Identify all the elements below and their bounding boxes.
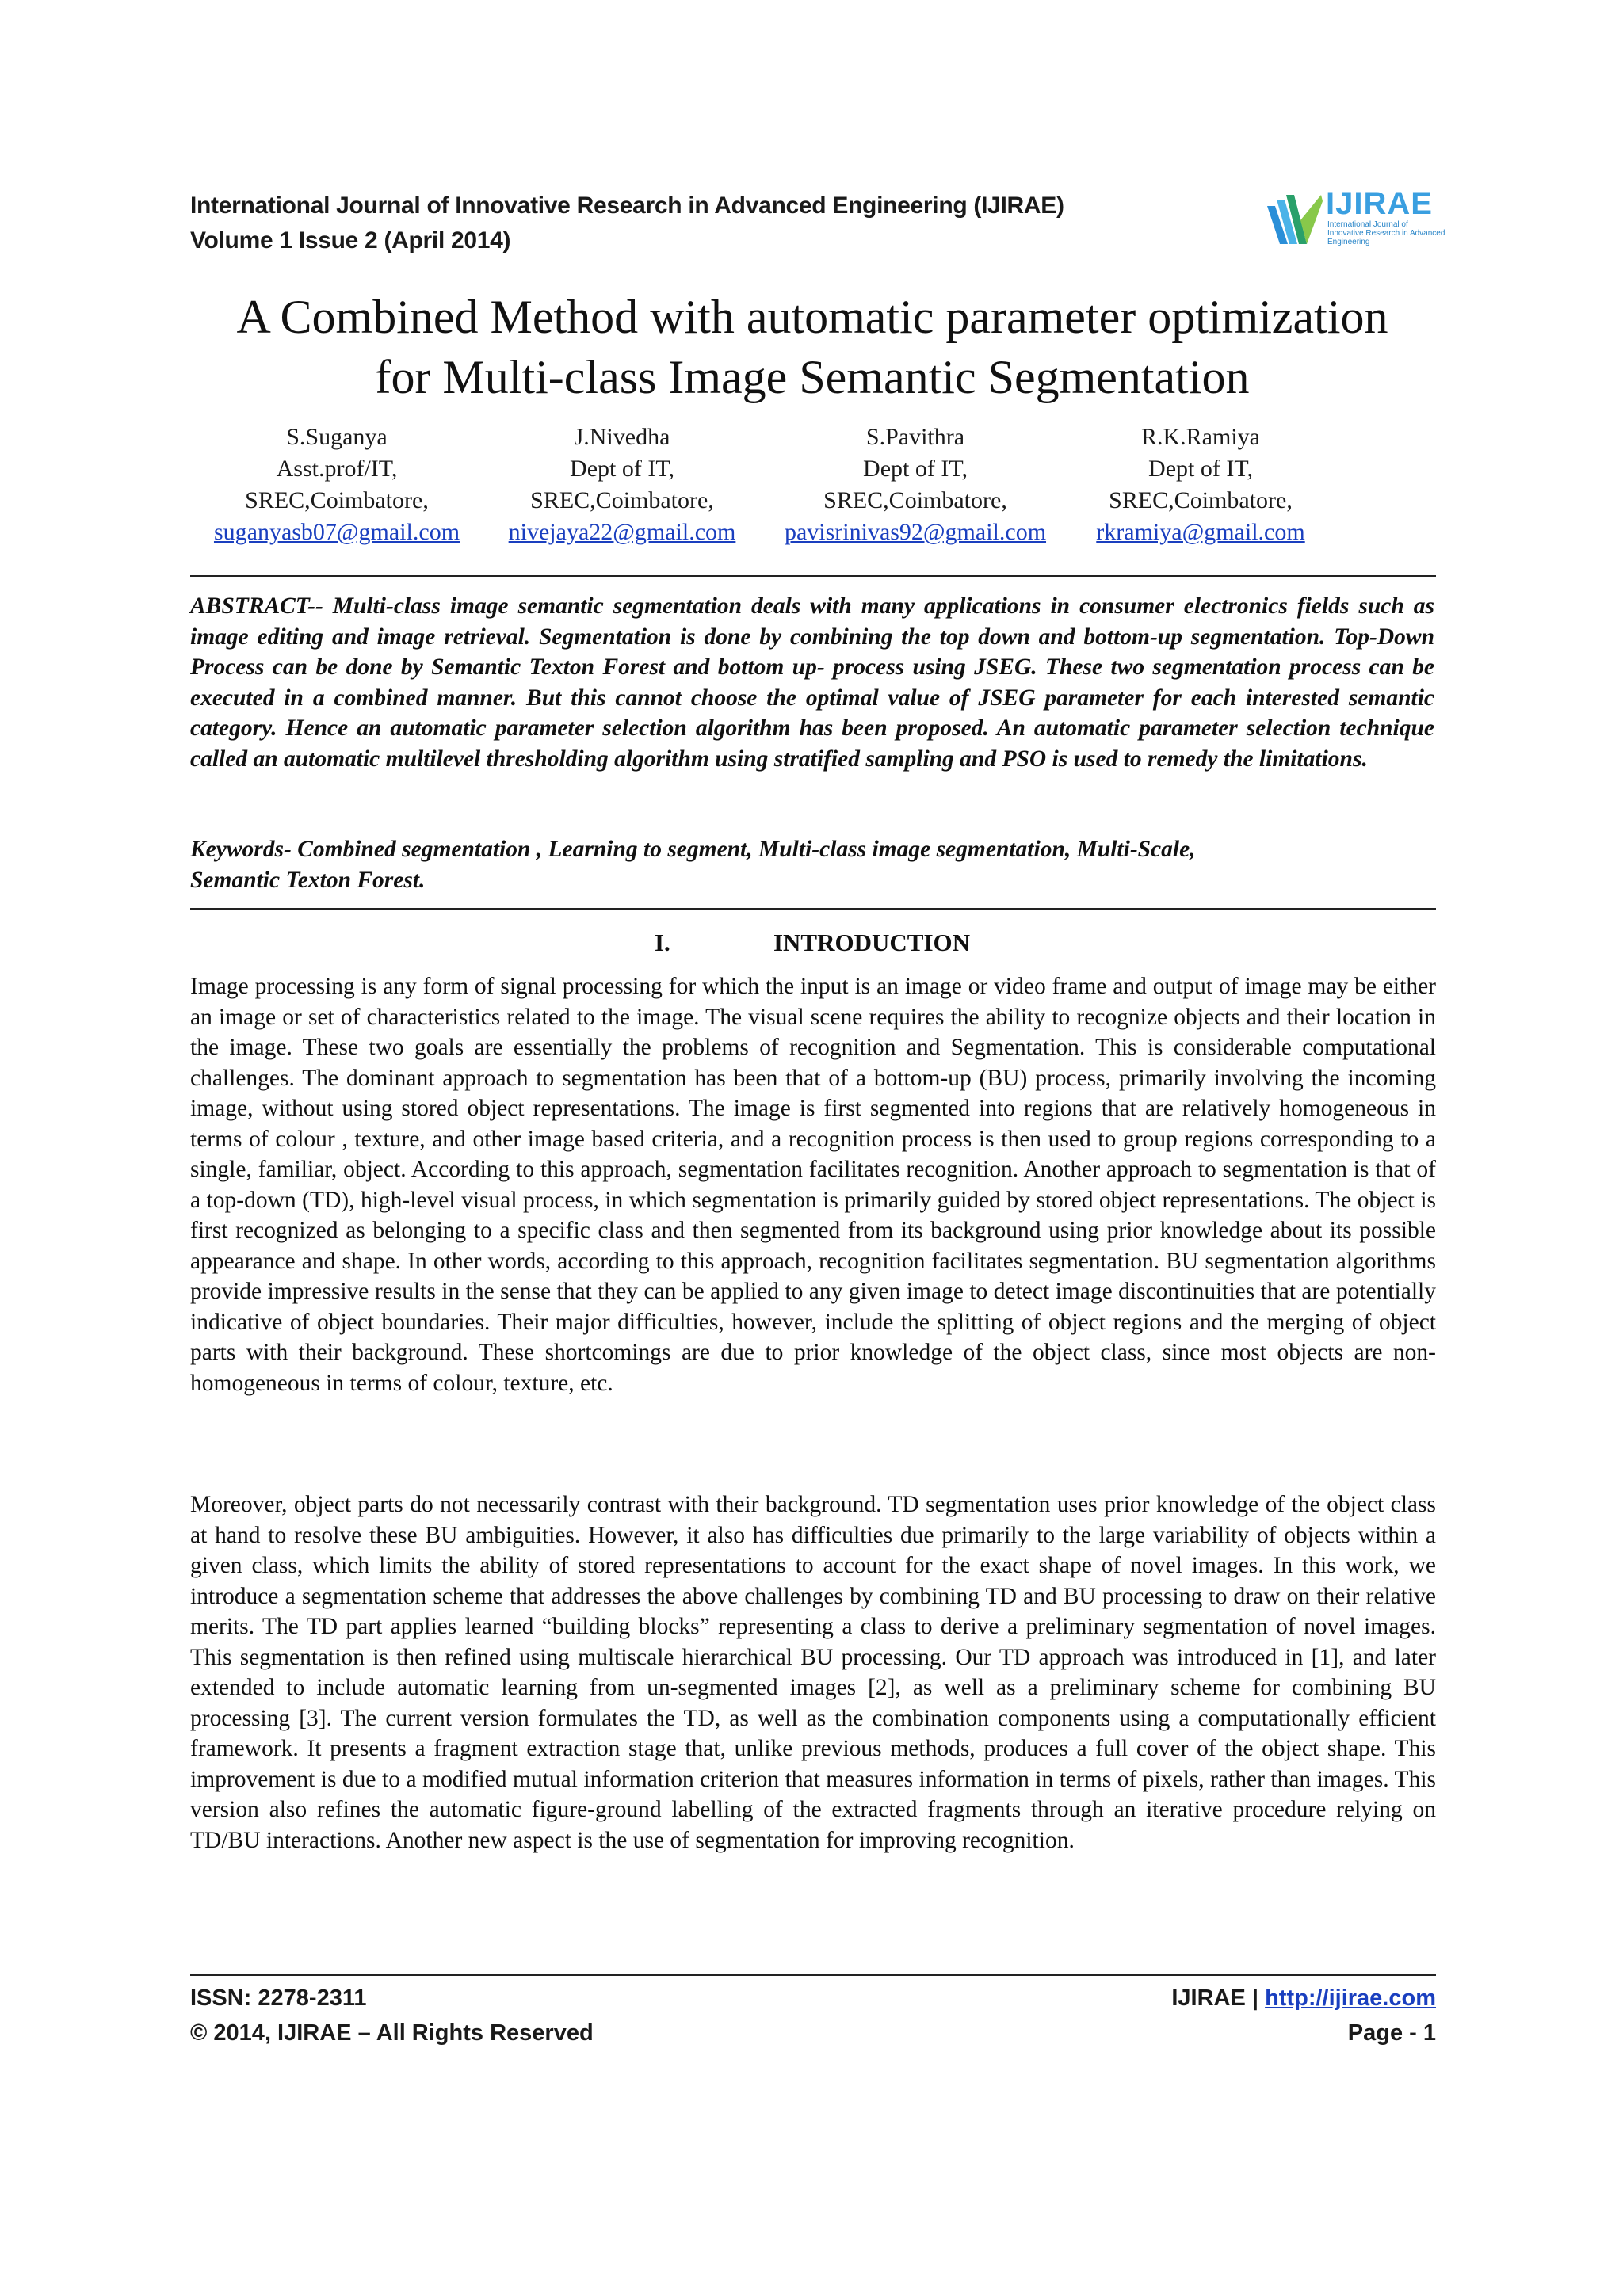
footer-left xyxy=(190,1981,594,2050)
author-dept: Dept of IT, xyxy=(570,456,674,482)
paper-title xyxy=(182,287,1442,407)
journal-url-link[interactable]: http://ijirae.com xyxy=(1265,1985,1436,2011)
ijirae-logo-icon xyxy=(1264,189,1324,249)
journal-issue: Volume 1 Issue 2 (April 2014) xyxy=(190,227,511,254)
author-org: SREC,Coimbatore, xyxy=(245,487,429,513)
paper-page xyxy=(190,0,1445,2296)
abstract: ABSTRACT-- Multi-class image semantic segmentation deals with many applications in consumer electronics fields such as image editing and image retrieval. Segmentation is done by combining the top down and bottom-up segmentation. Top-Down Process can be done by Semantic Texton Forest and bottom up- process using JSEG. These two segmentation process can be executed in a combined manner. But this cannot choose the optimal value of JSEG parameter for each interested semantic category. Hence an automatic parameter selection algorithm has been proposed. An automatic parameter selection technique called an automatic multilevel thresholding algorithm using stratified sampling and PSO is used to remedy the limitations. xyxy=(190,593,1434,772)
page-number: Page - 1 xyxy=(1347,2020,1436,2046)
body-paragraph-2: Moreover, object parts do not necessarily contrast with their background. TD segmentation uses prior knowledge of the object class at hand to resolve these BU ambiguities. However, it also has difficulties due primarily to the large variability of objects within a given class, which limits the ability of stored representations to account for the exact shape of novel images. In this work, we introduce a segmentation scheme that addresses the above challenges by combining TD and BU processing to draw on their relative merits. The TD part applies learned “building blocks” representing a class to derive a preliminary segmentation of novel images. This segmentation is then refined using multiscale hierarchical BU processing. Our TD approach was introduced in [1], and later extended to include automatic learning from un-segmented images [2], as well as a preliminary scheme for combining BU processing [3]. The current version formulates the TD, as well as the combination components using a computationally efficient framework. It presents a fragment extraction stage that, unlike previous methods, produces a full cover of the object shape. This improvement is due to a modified mutual information criterion that measures information in terms of pixels, rather than images. This version also refines the automatic figure-ground labelling of the extracted fragments through an iterative procedure relying on TD/BU interactions. Another new aspect is the use of segmentation for improving recognition. xyxy=(190,1492,1436,1853)
logo-subtitle: International Journal of Innovative Research in Advanced Engineering xyxy=(1327,220,1445,246)
footer-copyright: © 2014, IJIRAE – All Rights Reserved xyxy=(190,2020,594,2046)
author-3 xyxy=(761,421,1070,548)
author-name: R.K.Ramiya xyxy=(1141,424,1260,450)
author-email-link[interactable]: suganyasb07@gmail.com xyxy=(213,519,460,545)
author-dept: Dept of IT, xyxy=(1148,456,1253,482)
keywords xyxy=(190,834,1434,895)
keywords-line-2: Semantic Texton Forest. xyxy=(190,867,426,893)
author-name: J.Nivedha xyxy=(574,424,670,450)
author-org: SREC,Coimbatore, xyxy=(823,487,1007,513)
footer-brand: IJIRAE | xyxy=(1171,1985,1266,2011)
journal-name: International Journal of Innovative Research in Advanced Engineering (IJIRAE) xyxy=(190,193,1064,219)
author-org: SREC,Coimbatore, xyxy=(530,487,714,513)
journal-logo xyxy=(1264,184,1446,255)
author-1 xyxy=(190,421,483,548)
title-line-2: for Multi-class Image Semantic Segmentation xyxy=(375,351,1250,403)
author-block xyxy=(190,421,1442,556)
author-dept: Asst.prof/IT, xyxy=(276,456,398,482)
divider-top xyxy=(190,575,1436,577)
divider-footer xyxy=(190,1974,1436,1976)
section-heading xyxy=(190,927,1434,959)
footer-brand-line xyxy=(1171,1981,1436,2016)
author-email-link[interactable]: rkramiya@gmail.com xyxy=(1096,519,1305,545)
author-email-link[interactable]: nivejaya22@gmail.com xyxy=(508,519,736,545)
keywords-line-1: Keywords- Combined segmentation , Learning to segment, Multi-class image segmentation, Multi-Scale, xyxy=(190,837,1196,862)
section-number: I. xyxy=(654,929,670,956)
author-2 xyxy=(487,421,757,548)
footer-right xyxy=(1171,1981,1436,2050)
logo-wordmark: IJIRAE xyxy=(1326,186,1433,221)
author-org: SREC,Coimbatore, xyxy=(1109,487,1293,513)
divider-middle xyxy=(190,908,1436,910)
author-email-link[interactable]: pavisrinivas92@gmail.com xyxy=(784,519,1047,545)
title-line-1: A Combined Method with automatic parameter optimization xyxy=(236,291,1388,343)
journal-header xyxy=(190,189,1064,258)
author-4 xyxy=(1070,421,1331,548)
body-paragraph-1: Image processing is any form of signal processing for which the input is an image or video frame and output of image may be either an image or set of characteristics related to the image. The visual scene requires the ability to recognize objects and their location in the image. These two goals are essentially the problems of recognition and Segmentation. This is considerable computational challenges. The dominant approach to segmentation has been that of a bottom-up (BU) process, primarily involving the incoming image, without using stored object representations. The image is first segmented into regions that are relatively homogeneous in terms of colour , texture, and other image based criteria, and a recognition process is then used to group regions corresponding to a single, familiar, object. According to this approach, segmentation facilitates recognition. Another approach to segmentation is that of a top-down (TD), high-level visual process, in which segmentation is primarily guided by stored object representations. The object is first recognized as belonging to a specific class and then segmented from its background using prior knowledge about its possible appearance and shape. In other words, according to this approach, recognition facilitates segmentation. BU segmentation algorithms provide impressive results in the sense that they can be applied to any given image to detect image discontinuities that are potentially indicative of object boundaries. Their major difficulties, however, include the splitting of object regions and the merging of object parts with their background. These shortcomings are due to prior knowledge of the object class, since most objects are non- homogeneous in terms of colour, texture, etc. xyxy=(190,974,1436,1396)
footer-issn: ISSN: 2278-2311 xyxy=(190,1985,367,2011)
section-title: INTRODUCTION xyxy=(773,929,971,956)
author-name: S.Suganya xyxy=(286,424,388,450)
author-name: S.Pavithra xyxy=(865,424,965,450)
author-dept: Dept of IT, xyxy=(863,456,968,482)
